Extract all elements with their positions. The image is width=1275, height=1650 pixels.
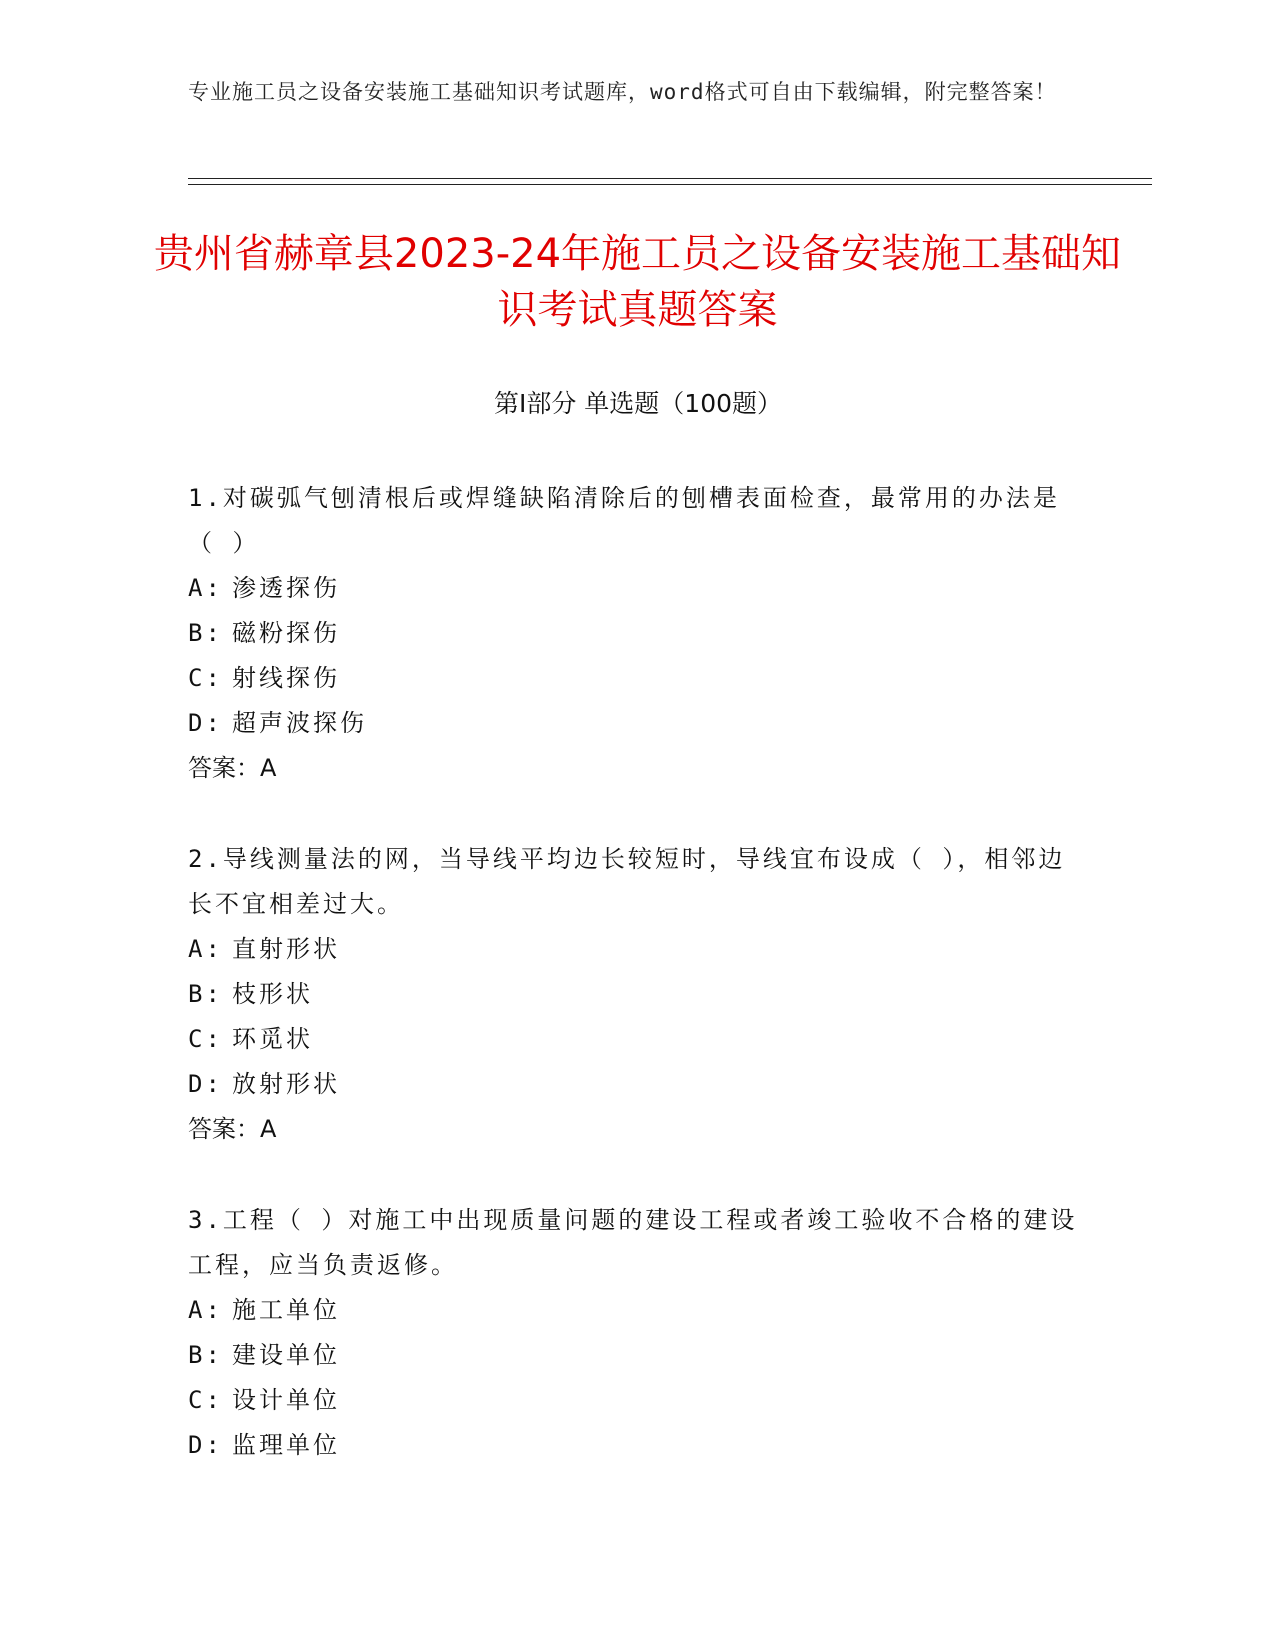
option-text: 射线探伤 [232, 664, 340, 692]
option-a [188, 566, 1078, 611]
option-key: B: [188, 1341, 223, 1369]
option-text: 放射形状 [232, 1070, 340, 1098]
option-c [188, 1017, 1078, 1062]
option-d [188, 1062, 1078, 1107]
question-list [188, 476, 1078, 1514]
option-text: 枝形状 [232, 980, 313, 1008]
document-title: 贵州省赫章县2023-24年施工员之设备安装施工基础知识考试真题答案 [153, 231, 1122, 333]
option-b [188, 972, 1078, 1017]
question-item [188, 476, 1078, 791]
option-text: 设计单位 [232, 1386, 340, 1414]
option-key: A: [188, 574, 223, 602]
option-text: 渗透探伤 [232, 574, 340, 602]
option-text: 直射形状 [232, 935, 340, 963]
option-a [188, 1288, 1078, 1333]
question-text: 2.导线测量法的网，当导线平均边长较短时，导线宜布设成（ ），相邻边长不宜相差过大。 [188, 845, 1066, 918]
option-text: 监理单位 [232, 1431, 340, 1459]
question-item [188, 1198, 1078, 1468]
header-note: 专业施工员之设备安装施工基础知识考试题库，word格式可自由下载编辑，附完整答案！ [188, 80, 1057, 104]
option-key: C: [188, 664, 223, 692]
option-key: A: [188, 1296, 223, 1324]
option-d [188, 1423, 1078, 1468]
question-text: 3.工程（ ）对施工中出现质量问题的建设工程或者竣工验收不合格的建设工程，应当负责返修。 [188, 1206, 1078, 1279]
option-key: D: [188, 709, 223, 737]
option-key: C: [188, 1025, 223, 1053]
section-title: 第Ⅰ部分 单选题（100题） [493, 389, 783, 418]
option-key: D: [188, 1431, 223, 1459]
option-key: D: [188, 1070, 223, 1098]
header-rule-bottom [188, 184, 1152, 185]
option-text: 磁粉探伤 [232, 619, 340, 647]
answer-line: 答案：A [188, 754, 277, 782]
option-b [188, 611, 1078, 656]
option-a [188, 927, 1078, 972]
option-c [188, 656, 1078, 701]
question-text: 1.对碳弧气刨清根后或焊缝缺陷清除后的刨槽表面检查，最常用的办法是（ ） [188, 484, 1060, 557]
option-key: B: [188, 980, 223, 1008]
header-rule-top [188, 178, 1152, 179]
option-key: B: [188, 619, 223, 647]
option-key: A: [188, 935, 223, 963]
option-text: 超声波探伤 [232, 709, 367, 737]
option-c [188, 1378, 1078, 1423]
option-key: C: [188, 1386, 223, 1414]
answer-line: 答案：A [188, 1115, 277, 1143]
option-d [188, 701, 1078, 746]
option-b [188, 1333, 1078, 1378]
question-item [188, 837, 1078, 1152]
option-text: 施工单位 [232, 1296, 340, 1324]
option-text: 建设单位 [232, 1341, 340, 1369]
option-text: 环觅状 [232, 1025, 313, 1053]
